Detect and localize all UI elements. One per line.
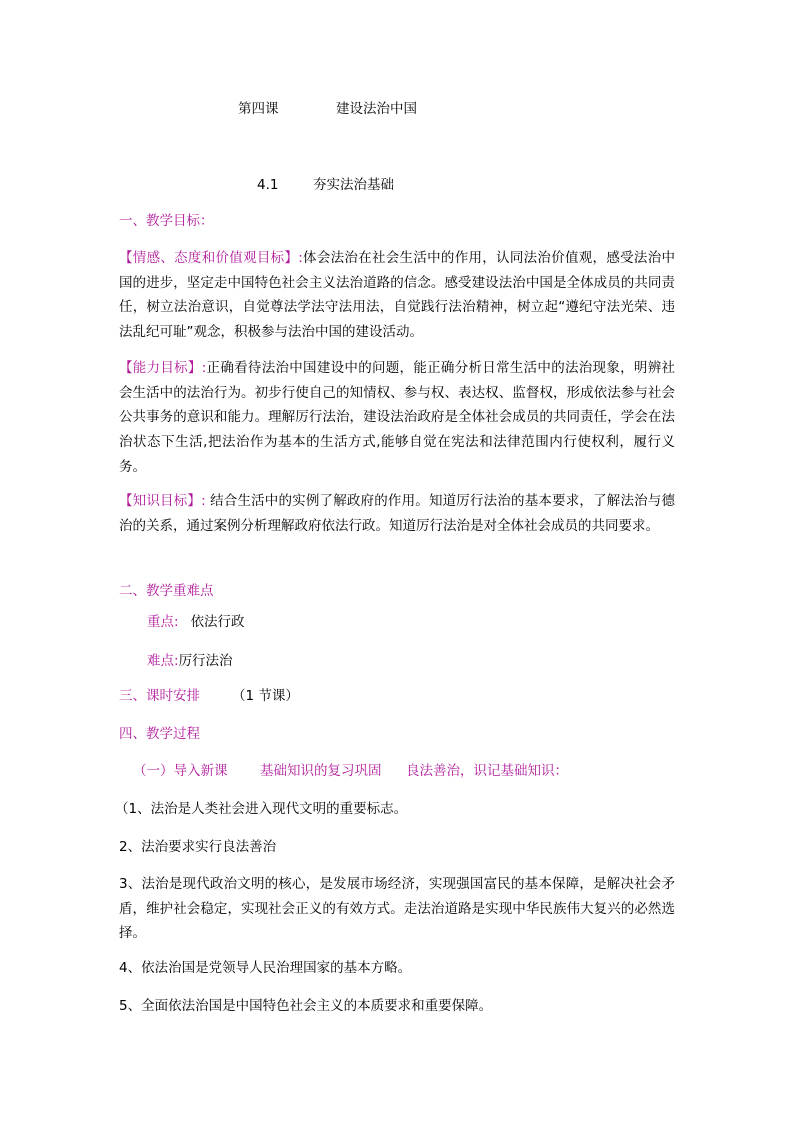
key-point-row	[147, 614, 245, 630]
paragraph-knowledge-goal	[119, 489, 675, 538]
list-item: （1、法治是人类社会进入现代文明的重要标志。	[115, 801, 408, 817]
section-heading-schedule: 三、课时安排	[119, 688, 200, 704]
paragraph-emotion-goal	[119, 246, 675, 345]
key-point-label: 重点:	[147, 614, 179, 630]
section-heading-process: 四、教学过程	[119, 726, 200, 742]
step-intro-label: （一）导入新课	[133, 763, 228, 779]
section-heading-objectives: 一、教学目标：	[119, 213, 214, 229]
ability-goal-text: 正确看待法治中国建设中的问题，能正确分析日常生活中的法治现象，明辨社会生活中的法治行为。初步行使自己的知情权、参与权、表达权、监督权，形成依法参与社会公共事务的意识和能力。理解厉行法治，建设法治政府是全体社会成员的共同责任，学会在法治状态下生活,把法治作为基本的生活方式,能够自觉在宪法和法律范围内行使权利，履行义务。	[119, 360, 675, 475]
difficult-point-row	[147, 653, 233, 669]
knowledge-goal-text: 结合生活中的实例了解政府的作用。知道厉行法治的基本要求，了解法治与德治的关系，通过案例分析理解政府依法行政。知道厉行法治是对全体社会成员的共同要求。	[119, 493, 675, 534]
difficult-point-value: 厉行法治	[178, 653, 233, 669]
step-intro-review: 基础知识的复习巩固	[260, 763, 382, 779]
step-intro-goal: 良法善治，识记基础知识：	[406, 763, 568, 779]
ability-goal-label: 【能力目标】:	[119, 360, 207, 376]
subsection-number: 4.1	[257, 177, 279, 193]
knowledge-goal-label: 【知识目标】:	[119, 493, 206, 509]
emotion-goal-text: 体会法治在社会生活中的作用，认同法治价值观，感受法治中国的进步，坚定走中国特色社会主义法治道路的信念。感受建设法治中国是全体成员的共同责任，树立法治意识，自觉尊法学法守法用法，自觉践行法治精神，树立起“遵纪守法光荣、违法乱纪可耻”观念，积极参与法治中国的建设活动。	[119, 250, 675, 341]
paragraph-ability-goal	[119, 356, 675, 480]
list-item: 3、法治是现代政治文明的核心，是发展市场经济，实现强国富民的基本保障，是解决社会矛盾，维护社会稳定，实现社会正义的有效方式。走法治道路是实现中华民族伟大复兴的必然选择。	[119, 876, 675, 942]
list-item: 5、全面依法治国是中国特色社会主义的本质要求和重要保障。	[119, 998, 493, 1014]
lesson-number: 第四课	[238, 101, 279, 117]
difficult-point-label: 难点:	[147, 653, 179, 669]
subsection-title: 夯实法治基础	[313, 177, 394, 193]
emotion-goal-label: 【情感、态度和价值观目标】:	[119, 250, 303, 266]
list-item: 2、法治要求实行良法善治	[119, 839, 277, 855]
schedule-value: （1 节课）	[232, 688, 299, 704]
list-item: 4、依法治国是党领导人民治理国家的基本方略。	[119, 960, 412, 976]
section-heading-key-points: 二、教学重难点	[119, 583, 214, 599]
lesson-title: 建设法治中国	[336, 101, 417, 117]
key-point-value: 依法行政	[190, 614, 245, 630]
